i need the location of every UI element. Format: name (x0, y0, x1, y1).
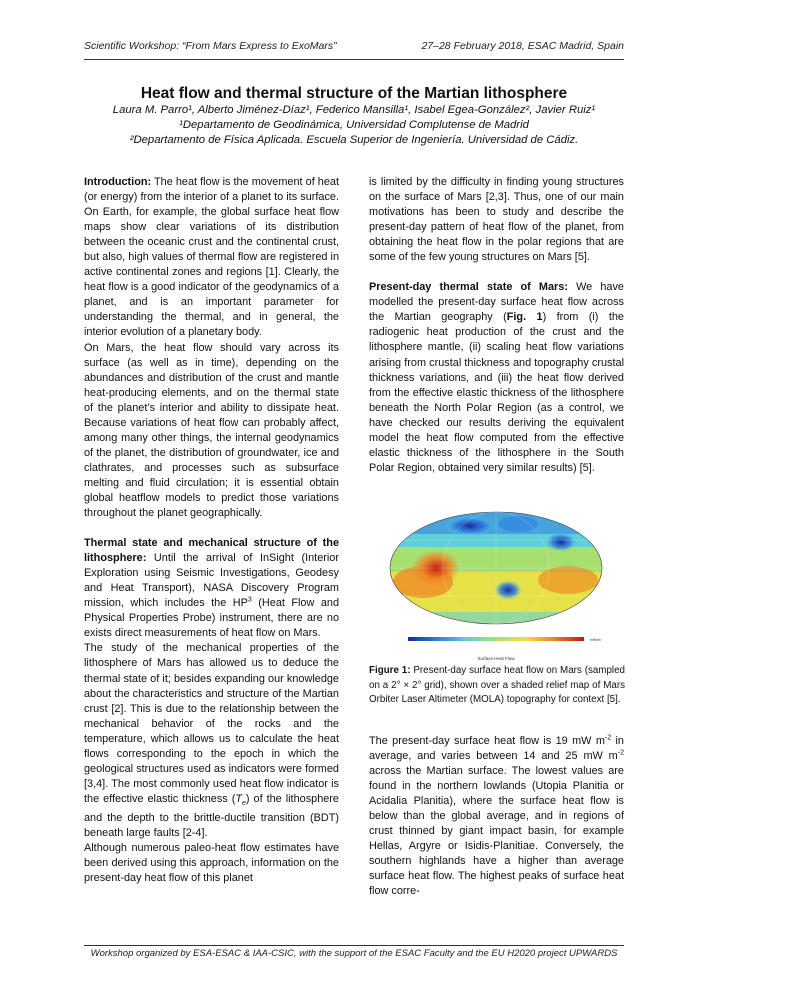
affiliation-2: ²Departamento de Física Aplicada. Escuela Superior de Ingeniería. Universidad de Cádiz. (129, 134, 579, 146)
heat-flow-map-figure (378, 502, 614, 662)
left-column (84, 175, 339, 886)
results-paragraph: The present-day surface heat flow is 19 mW $m^{-2}$ in average, and varies between 14 and 25 mW $m^{-2}$ across the Martian surface. The lowest values are found in the northern lowlands (Utopia Planitia or Acidalia Planitia), where the surface heat flow is below than the global average, and in regions of crust thinned by giant impact basin, for example Hellas, Argyre or Isidis-Planitiae. Conversely, the southern highlands have a higher than average surface heat flow. The highest peaks of surface heat flow corre- (369, 734, 624, 898)
intro-paragraph: Introduction: The heat flow is the movement of heat (or energy) from the interior of a planet to its surface. On Earth, for example, the global surface heat flow maps show clear variations of its distribution between the oceanic crust and the continental crust, but also, high values of thermal flow are registered in active continental zones and regions [1]. Clearly, the heat flow is a good indicator of the geodynamics of a planet, and is an important parameter for understanding the thermal, and in general, the interior evolution of a planetary body. (84, 176, 339, 339)
header-date-place: 27–28 February 2018, ESAC Madrid, Spain (421, 40, 624, 52)
thermal-paragraph: Thermal state and mechanical structure of the lithosphere: Until the arrival of InSight (Interior Exploration using Seismic Investigations, Geodesy and Heat Transport), NASA Discovery Program mission, which includes the $HP^3$ (Heat Flow and Physical Properties Probe) instrument, there are no exists direct measurements of heat flow on Mars. (84, 537, 339, 640)
header-workshop: Scientific Workshop: “From Mars Express to ExoMars” (84, 40, 337, 52)
authors: Laura M. Parro¹, Alberto Jiménez-Díaz¹, Federico Mansilla¹, Isabel Egea-González², Javier Ruiz¹ (112, 104, 596, 116)
header-rule (84, 59, 624, 60)
colorbar (408, 637, 584, 641)
affiliation-1: ¹Departamento de Geodinámica, Universidad Complutense de Madrid (179, 119, 529, 131)
paleo-paragraph: Although numerous paleo-heat flow estimates have been derived using this approach, information on the present-day heat flow of this planet (84, 842, 339, 885)
page-footer: Workshop organized by ESA-ESAC & IAA-CSIC, with the support of the ESAC Faculty and the EU H2020 project UPWARDS (90, 948, 618, 959)
footer-rule (84, 945, 624, 946)
colorbar-label: Surface Heat Flow (477, 656, 515, 661)
figure-caption: Figure 1: Present-day surface heat flow on Mars (sampled on a 2° × 2° grid), shown over a shaded relief map of Mars Orbiter Laser Altimeter (MOLA) topography for context [5]. (369, 665, 625, 706)
study-paragraph: The study of the mechanical properties of the lithosphere of Mars has allowed us to deduce the thermal state of it; besides expanding our knowledge about the characteristics and structure of the Martian crust [2]. This is due to the relationship between the mechanical behavior of the rocks and the temperature, which allows us to calculate the heat flows corresponding to the epoch in which the geological structures used as indicators were formed [3,4]. The most commonly used heat flow indicator is the effective elastic thickness $(T_e)$ of the lithosphere and the depth to the brittle-ductile transition (BDT) beneath large faults [2-4]. (84, 642, 339, 840)
mars-paragraph: On Mars, the heat flow should vary across its surface (as well as in time), depending on the abundances and distribution of the crust and mantle heat-producing elements, and on the thermal state of the planet’s interior and ability to dissipate heat. Because variations of heat flow can probably affect, among many other things, the internal geodynamics of the planet, the distribution of groundwater, ice and clathrates, and processes such as subsurface melting and fluid circulation; it is essential obtain global heatflow models to predict those variations throughout the planet geographically. (84, 341, 339, 520)
continued-paragraph: is limited by the difficulty in finding young structures on the surface of Mars [2,3]. Thus, one of our main motivations has been to study and describe the present-day pattern of heat flow of the planet, from obtaining the heat flow in the polar regions that are some of the few young structures on Mars [5]. (369, 176, 624, 264)
present-paragraph: Present-day thermal state of Mars: We have modelled the present-day surface heat flow across the Martian geography (Fig. 1) from (i) the radiogenic heat production of the crust and the lithosphere mantle, (ii) scaling heat flow variations arising from crustal thickness and topography crustal thickness variations, and (iii) the heat flow derived from the effective elastic thickness of the lithosphere beneath the North Polar Region (as a control, we have checked our results deriving the equivalent model the heat flow computed from the effective elastic thickness of the lithosphere in the South Polar Region, obtained very similar results) [5]. (369, 281, 624, 474)
colorbar-unit: mW/m² (590, 638, 602, 642)
present-heading: Present-day thermal state of Mars: (369, 281, 568, 294)
paper-title: Heat flow and thermal structure of the Martian lithosphere (140, 85, 568, 102)
fig-ref: Fig. 1 (506, 311, 543, 324)
caption-heading: Figure 1: (369, 665, 411, 676)
right-column (369, 175, 624, 476)
running-header (84, 38, 624, 58)
thermal-heading: Thermal state and mechanical structure of the lithosphere: (84, 537, 339, 565)
results-column (369, 734, 624, 900)
intro-heading: Introduction: (84, 176, 152, 188)
